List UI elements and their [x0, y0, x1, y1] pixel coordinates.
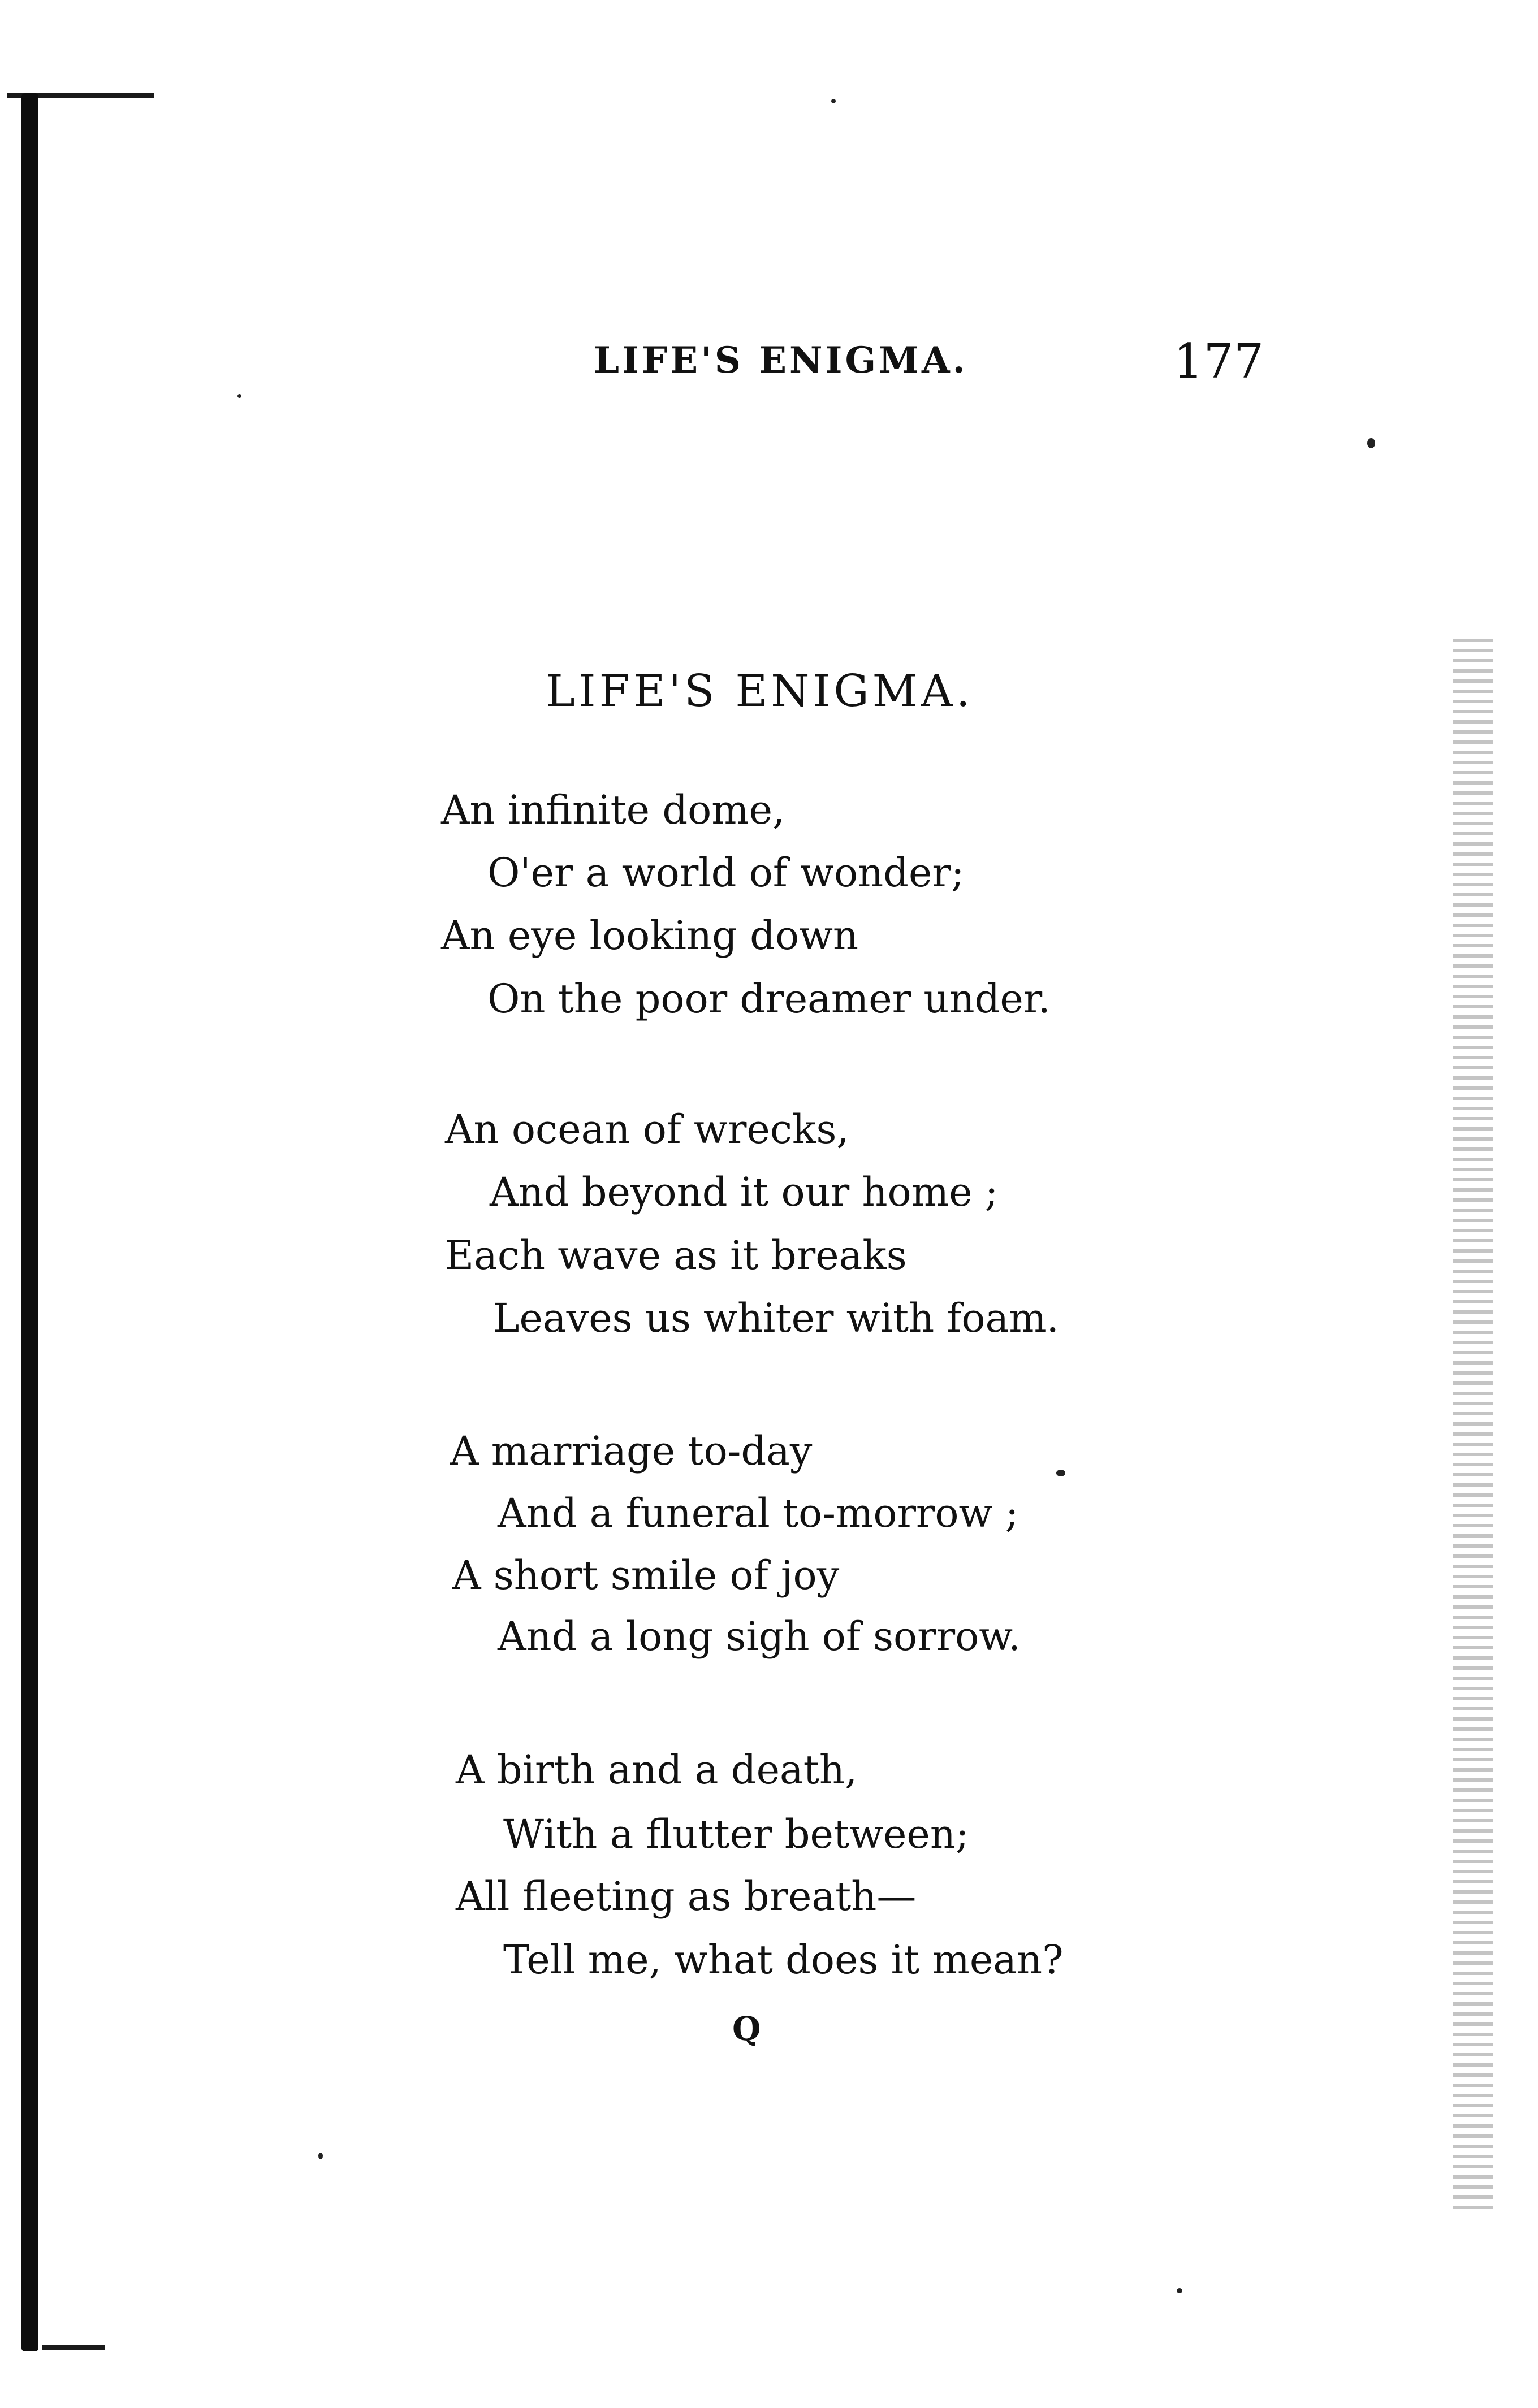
ink-speck [237, 394, 241, 398]
binding-edge-bottom [42, 2345, 105, 2350]
running-head: LIFE'S ENIGMA. [594, 339, 968, 382]
ink-speck [1056, 1470, 1065, 1476]
poem-line: An ocean of wrecks, [445, 1106, 849, 1153]
poem-line: Tell me, what does it mean? [503, 1937, 1064, 1983]
page-edge-texture [1453, 639, 1493, 2210]
poem-line: Leaves us whiter with foam. [493, 1295, 1059, 1341]
ink-speck [318, 2153, 323, 2159]
poem-line: And a long sigh of sorrow. [498, 1613, 1021, 1660]
ink-speck [831, 99, 836, 103]
poem-line: With a flutter between; [503, 1811, 969, 1857]
ink-speck [1177, 2288, 1182, 2293]
poem-line: An eye looking down [441, 912, 859, 959]
poem-line: All fleeting as breath— [456, 1873, 917, 1920]
poem-title: LIFE'S ENIGMA. [546, 666, 974, 717]
poem-line: A short smile of joy [452, 1552, 840, 1599]
page-number: 177 [1173, 334, 1264, 389]
poem-line: Each wave as it breaks [445, 1232, 907, 1279]
poem-line: On the poor dreamer under. [487, 976, 1051, 1022]
binding-edge [21, 93, 38, 2351]
poem-line: O'er a world of wonder; [487, 850, 965, 896]
poem-line: A birth and a death, [456, 1747, 858, 1793]
poem-line: An infinite dome, [441, 787, 785, 833]
poem-line: And a funeral to-morrow ; [498, 1490, 1019, 1536]
poem-line: A marriage to-day [450, 1428, 813, 1474]
poem-line: And beyond it our home ; [490, 1169, 999, 1215]
ink-speck [1367, 438, 1375, 448]
printer-signature-mark: Q [732, 2009, 761, 2048]
